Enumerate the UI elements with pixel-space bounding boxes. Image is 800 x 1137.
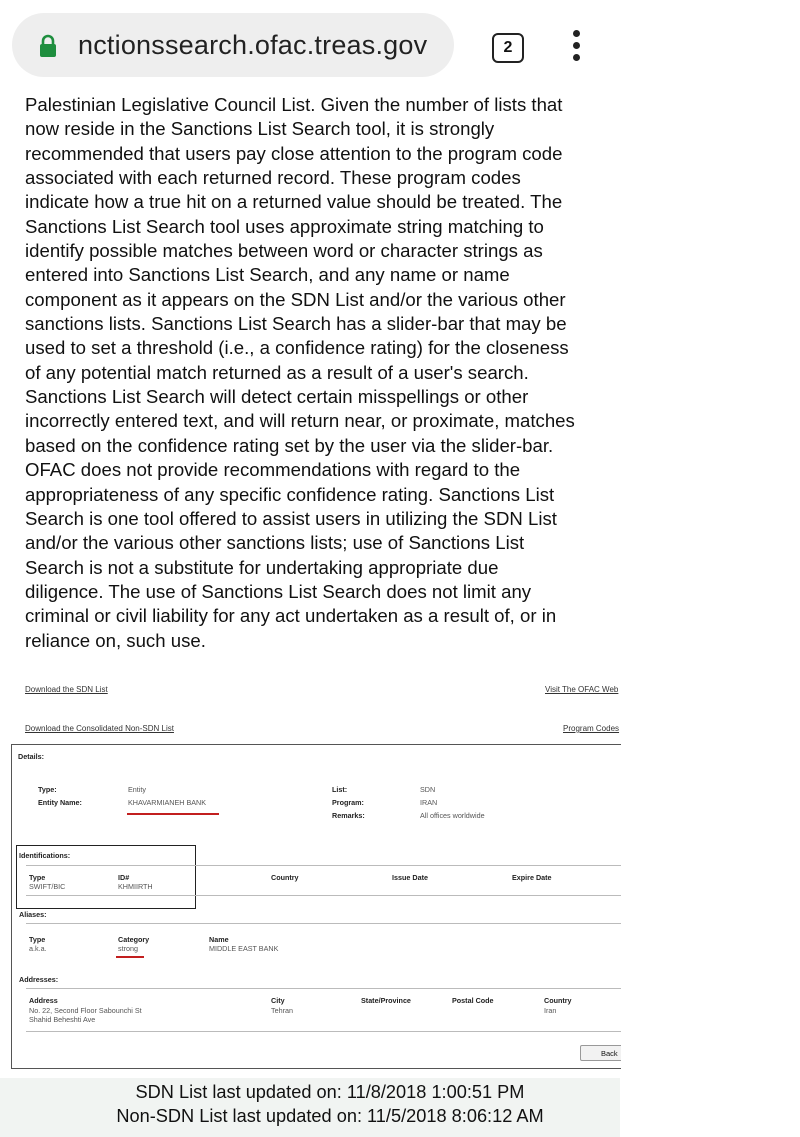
paragraph-line: entered into Sanctions List Search, and any name or name xyxy=(25,264,510,286)
paragraph-line: indicate how a true hit on a returned value should be treated. The xyxy=(25,191,563,213)
paragraph-line: Sanctions List Search tool uses approximate string matching to xyxy=(25,215,544,237)
address-header-address: Address xyxy=(29,996,58,1005)
id-header-expire-date: Expire Date xyxy=(512,873,552,882)
visit-ofac-link[interactable]: Visit The OFAC Web xyxy=(545,685,619,694)
download-consolidated-link[interactable]: Download the Consolidated Non-SDN List xyxy=(25,724,174,733)
remarks-value: All offices worldwide xyxy=(420,811,485,820)
paragraph-line: sanctions lists. Sanctions List Search has a slider-bar that may be xyxy=(25,313,567,335)
address-country: Iran xyxy=(544,1006,557,1015)
paragraph-line: diligence. The use of Sanctions List Search does not limit any xyxy=(25,580,532,602)
paragraph-line: associated with each returned record. These program codes xyxy=(25,167,521,189)
paragraph-line: OFAC does not provide recommendations with regard to the xyxy=(25,459,521,481)
program-value: IRAN xyxy=(420,798,438,807)
url-text[interactable]: nctionssearch.ofac.treas.gov xyxy=(78,30,428,60)
paragraph-line: used to set a threshold (i.e., a confidence rating) for the closeness xyxy=(25,337,569,359)
paragraph-line: now reside in the Sanctions List Search tool, it is strongly xyxy=(25,118,495,140)
address-line-1: No. 22, Second Floor Sabounchi St xyxy=(29,1006,142,1015)
id-row-id: KHMIIRTH xyxy=(118,882,153,891)
address-header-postal: Postal Code xyxy=(452,996,494,1005)
list-update-footer xyxy=(0,1078,620,1137)
paragraph-line: component as it appears on the SDN List and/or the various other xyxy=(25,288,566,310)
non-sdn-updated-text: Non-SDN List last updated on: 11/5/2018 8:06:12 AM xyxy=(116,1106,544,1126)
paragraph-line: and/or the various other sanctions lists; use of Sanctions List xyxy=(25,532,525,554)
paragraph-line: based on the confidence rating set by the user via the slider-bar. xyxy=(25,434,554,456)
paragraph-line: of any potential match returned as a result of a user's search. xyxy=(25,361,529,383)
remarks-label: Remarks: xyxy=(332,811,365,820)
id-header-type: Type xyxy=(29,873,46,882)
address-header-country: Country xyxy=(544,996,572,1005)
paragraph-line: criminal or civil liability for any act undertaken as a result of, or in xyxy=(25,605,557,627)
addresses-title: Addresses: xyxy=(19,975,59,984)
paragraph-line: incorrectly entered text, and will return near, or proximate, matches xyxy=(25,410,575,432)
entity-name-highlight xyxy=(127,813,219,815)
details-title: Details: xyxy=(18,752,44,761)
paragraph-line: recommended that users pay close attention to the program code xyxy=(25,142,563,164)
download-sdn-link[interactable]: Download the SDN List xyxy=(25,685,108,694)
entity-name-value: KHAVARMIANEH BANK xyxy=(128,798,207,807)
alias-header-type: Type xyxy=(29,935,46,944)
id-header-country: Country xyxy=(271,873,299,882)
id-row-type: SWIFT/BIC xyxy=(29,882,66,891)
type-label: Type: xyxy=(38,785,57,794)
alias-header-category: Category xyxy=(118,935,150,944)
paragraph-line: reliance on, such use. xyxy=(25,629,206,651)
paragraph-line: Search is one tool offered to assist users in utilizing the SDN List xyxy=(25,507,557,529)
id-header-id: ID# xyxy=(118,873,130,882)
address-header-city: City xyxy=(271,996,285,1005)
id-header-issue-date: Issue Date xyxy=(392,873,428,882)
lock-icon xyxy=(38,34,58,58)
type-value: Entity xyxy=(128,785,146,794)
aliases-title: Aliases: xyxy=(19,910,47,919)
entity-details-panel xyxy=(11,744,621,1069)
entity-name-label: Entity Name: xyxy=(38,798,82,807)
sanctions-description xyxy=(25,93,625,653)
paragraph-line: appropriateness of any specific confidence rating. Sanctions List xyxy=(25,483,555,505)
browser-toolbar xyxy=(0,0,800,88)
alias-header-name: Name xyxy=(209,935,229,944)
program-label: Program: xyxy=(332,798,364,807)
address-header-state: State/Province xyxy=(361,996,411,1005)
list-label: List: xyxy=(332,785,348,794)
identifications-title: Identifications: xyxy=(19,851,71,860)
tab-switcher-button[interactable]: 2 xyxy=(492,33,524,63)
overflow-menu-icon[interactable] xyxy=(566,30,586,64)
address-line-2: Shahid Beheshti Ave xyxy=(29,1015,96,1024)
paragraph-line: Search is not a substitute for undertaking appropriate due xyxy=(25,556,499,578)
paragraph-line: identify possible matches between word or character strings as xyxy=(25,240,543,262)
alias-row-type: a.k.a. xyxy=(29,944,47,953)
alias-row-category: strong xyxy=(118,944,138,953)
alias-category-highlight xyxy=(116,956,144,958)
list-value: SDN xyxy=(420,785,436,794)
sdn-updated-text: SDN List last updated on: 11/8/2018 1:00:51 PM xyxy=(135,1082,525,1102)
paragraph-line: Sanctions List Search will detect certain misspellings or other xyxy=(25,386,529,408)
alias-row-name: MIDDLE EAST BANK xyxy=(209,944,279,953)
paragraph-line: Palestinian Legislative Council List. Given the number of lists that xyxy=(25,94,563,115)
back-button[interactable]: Back xyxy=(580,1045,621,1061)
address-city: Tehran xyxy=(271,1006,293,1015)
program-codes-link[interactable]: Program Codes xyxy=(563,724,620,733)
